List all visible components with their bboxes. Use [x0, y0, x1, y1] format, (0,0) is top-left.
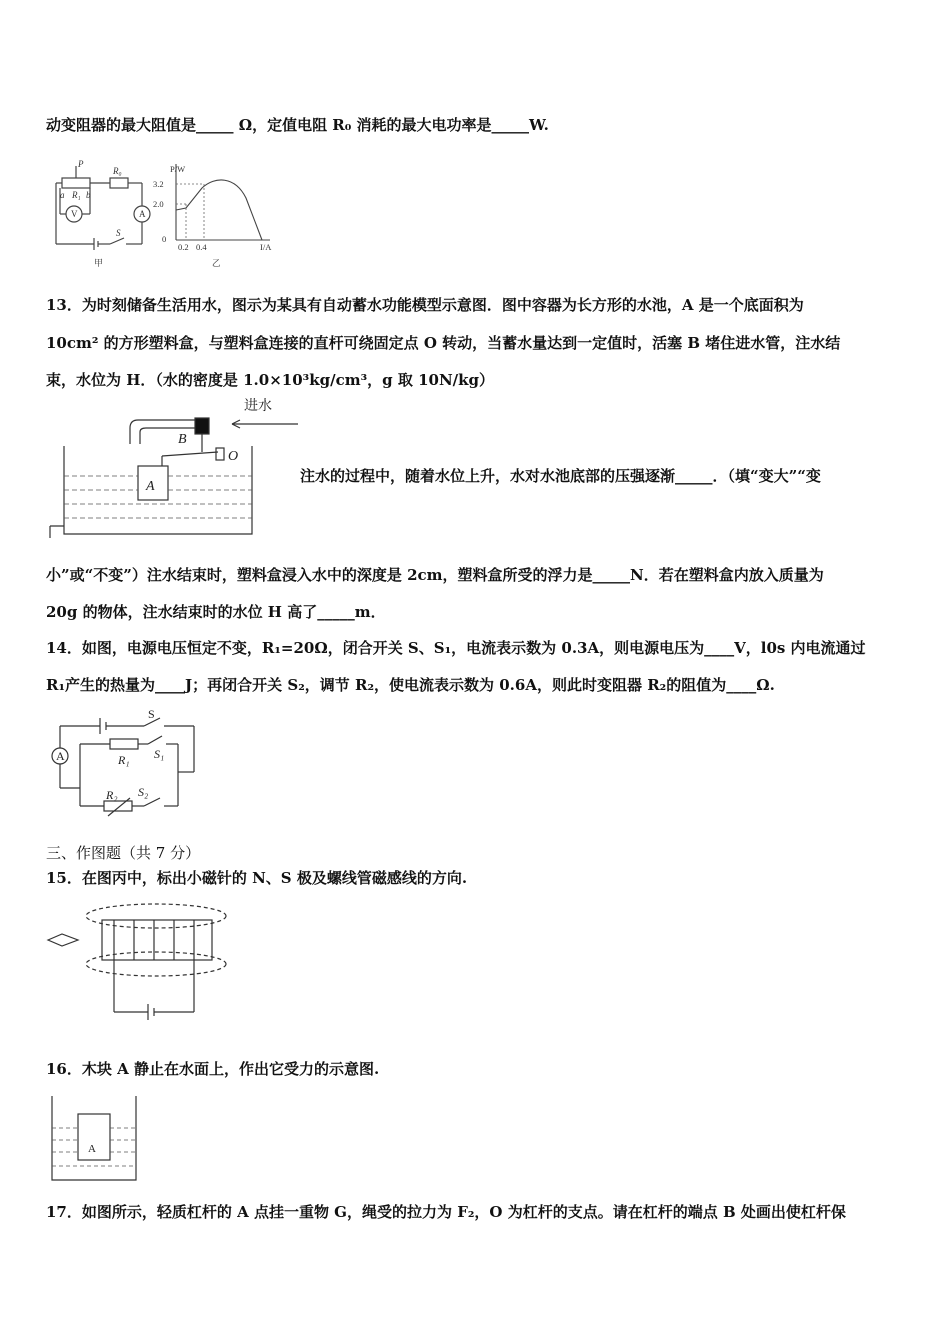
- compass-needle: [48, 934, 78, 946]
- q13-text-line-5: 20g 的物体，注水结束时的水位 H 高了_____m．: [46, 603, 386, 621]
- label-yi: 乙: [212, 258, 221, 268]
- piston-b: [195, 418, 209, 434]
- q12-figure: [50, 158, 290, 270]
- graph-origin: 0: [162, 234, 167, 244]
- q13-figure: [42, 398, 302, 546]
- label-b: b: [86, 190, 91, 200]
- label-s: S: [116, 228, 121, 238]
- switch-s1: [148, 736, 162, 744]
- q13-text-line-2: 10cm² 的方形塑料盒，与塑料盒连接的直杆可绕固定点 O 转动，当蓄水量达到一定值时，活塞 B 堵住进水管，注水结: [46, 334, 841, 352]
- resistor-r1: [110, 739, 138, 749]
- label-r1: R₁: [72, 190, 81, 200]
- resistor-r0: [110, 178, 128, 188]
- graph-y-tick-2: 2.0: [153, 199, 164, 209]
- label-o: O: [228, 449, 239, 464]
- label-r0: R₀: [113, 166, 122, 176]
- solenoid-core: [102, 920, 212, 960]
- inlet-pipe-inner: [140, 428, 198, 444]
- label-a-meter: A: [139, 209, 146, 219]
- label-jia: 甲: [94, 258, 104, 268]
- label-p: P: [78, 159, 84, 169]
- switch-s: [110, 238, 124, 244]
- q16-text: 16．木块 A 静止在水面上，作出它受力的示意图.: [46, 1060, 380, 1078]
- q13-side-text: 注水的过程中，随着水位上升，水对水池底部的压强逐渐_____．（填“变大”“变: [300, 467, 821, 485]
- graph-x-label: I/A: [260, 242, 272, 252]
- label-inlet: 进水: [244, 399, 272, 414]
- label-v: V: [71, 209, 78, 219]
- q15-figure: [44, 902, 244, 1024]
- rheostat-r2: [104, 801, 132, 811]
- graph-y-tick-1: 3.2: [153, 179, 164, 189]
- q13-text-line-1: 13．为时刻储备生活用水，图示为某具有自动蓄水功能模型示意图．图中容器为长方形的水池，A 是一个底面积为: [46, 296, 804, 314]
- graph-x-tick-2: 0.4: [196, 242, 207, 252]
- label-s: S: [148, 707, 155, 721]
- q13-text-line-3: 束，水位为 H．（水的密度是 1.0×10³kg/cm³，g 取 10N/kg）: [46, 371, 495, 389]
- switch-s2: [144, 798, 160, 806]
- label-a: A: [88, 1143, 96, 1155]
- label-s1: S₁: [154, 747, 165, 761]
- label-s2: S₂: [138, 785, 149, 799]
- label-r1: R₁: [118, 753, 130, 767]
- coil-windings: [114, 920, 194, 960]
- lever-rod: [162, 452, 218, 456]
- q15-text: 15．在图丙中，标出小磁针的 N、S 极及螺线管磁感线的方向.: [46, 869, 468, 887]
- label-a: A: [56, 749, 65, 763]
- label-r2: R₂: [106, 788, 118, 802]
- graph-curve: [176, 180, 262, 240]
- q17-text: 17．如图所示，轻质杠杆的 A 点挂一重物 G，绳受的拉力为 F₂，O 为杠杆的支点。请在杠杆的端点 B 处画出使杠杆保: [46, 1203, 846, 1221]
- label-b: B: [178, 432, 187, 447]
- rheostat-r1: [62, 178, 90, 188]
- pivot-o: [216, 448, 224, 460]
- q12-text-line: 动变阻器的最大阻值是_____ Ω，定值电阻 R₀ 消耗的最大电功率是_____W.: [46, 116, 549, 134]
- section-3-title: 三、作图题（共 7 分）: [46, 844, 201, 862]
- q14-text-line-2: R₁产生的热量为____J；再闭合开关 S₂，调节 R₂，使电流表示数为 0.6A，则此时变阻器 R₂的阻值为____Ω.: [46, 676, 775, 694]
- q14-figure: [44, 706, 204, 824]
- graph-y-label: P/W: [170, 164, 186, 174]
- q14-text-line-1: 14．如图，电源电压恒定不变，R₁=20Ω，闭合开关 S、S₁，电流表示数为 0.3A，则电源电压为____V，l0s 内电流通过: [46, 639, 866, 657]
- q13-text-line-4: 小”或“不变”）注水结束时，塑料盒浸入水中的深度是 2cm，塑料盒所受的浮力是_____N．若在塑料盒内放入质量为: [46, 566, 824, 584]
- field-line-top: [86, 904, 226, 928]
- label-a: A: [146, 479, 155, 494]
- graph-x-tick-1: 0.2: [178, 242, 189, 252]
- q16-figure: [48, 1094, 140, 1186]
- field-line-bottom: [86, 952, 226, 976]
- label-a: a: [60, 190, 65, 200]
